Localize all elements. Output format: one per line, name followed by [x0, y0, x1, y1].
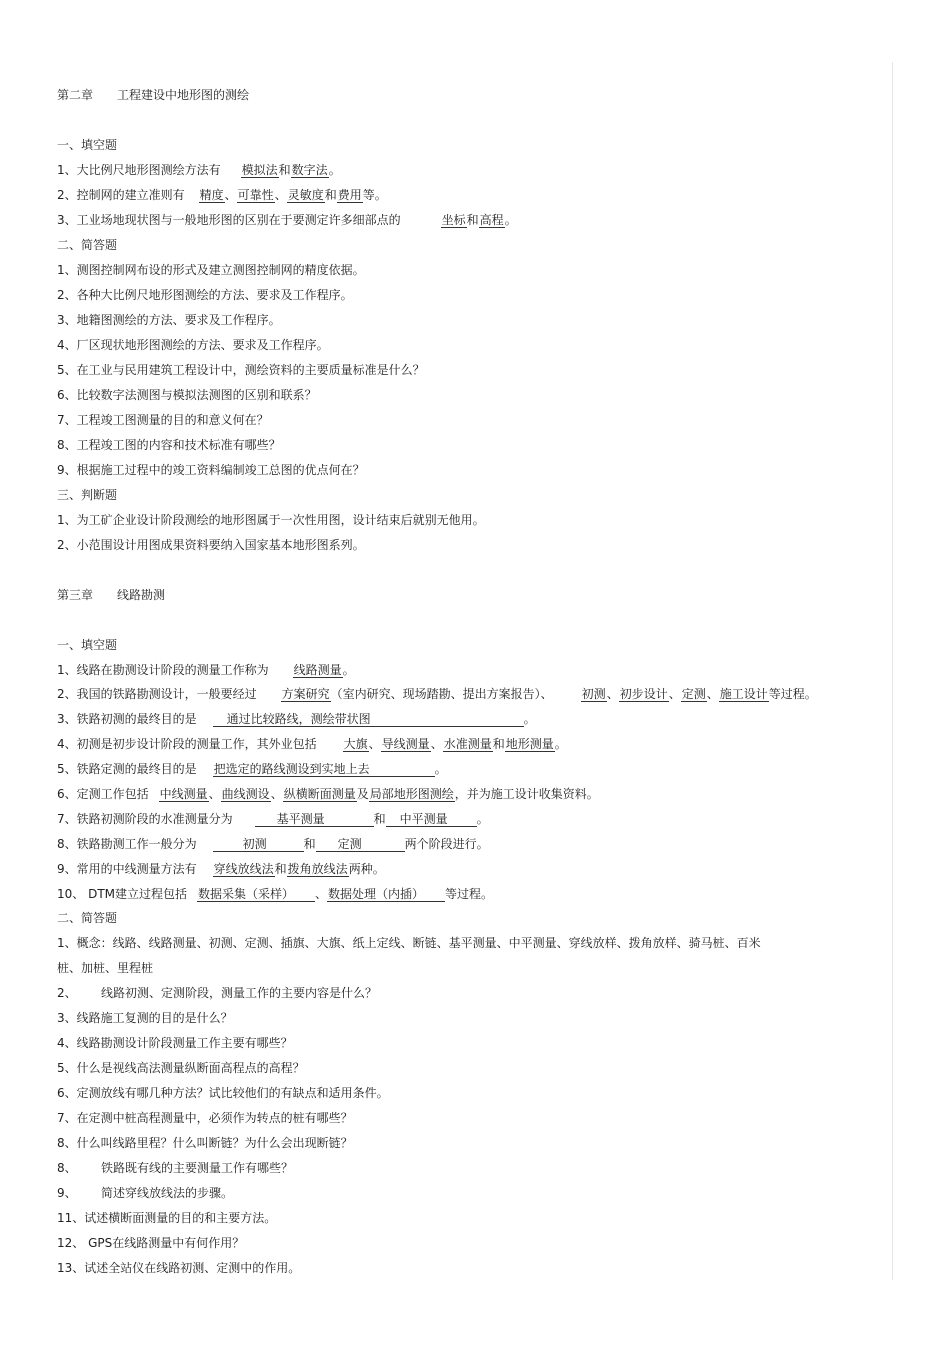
- ch2-fill-q3: 3、工业场地现状图与一般地形图的区别在于要测定许多细部点的 坐标和高程。: [57, 213, 517, 227]
- ch3-short-heading: 二、简答题: [57, 911, 118, 925]
- question-num: 8、: [57, 1161, 77, 1175]
- question-line: 13、试述全站仪在线路初测、定测中的作用。: [57, 1261, 301, 1275]
- question-line: 线路初测、定测阶段，测量工作的主要内容是什么？: [101, 986, 378, 1000]
- question-line: 12、 GPS在线路测量中有何作用？: [57, 1236, 245, 1250]
- answer-blank: 高程: [479, 213, 504, 227]
- answer-blank: 模拟法: [241, 163, 278, 177]
- answer-blank: 穿线放线法: [213, 862, 274, 876]
- ch3-fill-q8: 8、铁路勘测工作一般分为 初测 和 定测 两个阶段进行。: [57, 837, 489, 851]
- ch3-fill-q4: 4、初测是初步设计阶段的测量工作，其外业包括 大旗、导线测量、水准测量和地形测量。: [57, 737, 567, 751]
- question-line: 桩、加桩、里程桩: [57, 961, 154, 975]
- question-line: 1、概念：线路、线路测量、初测、定测、插旗、大旗、纸上定线、断链、基平测量、中平测量、穿线放样、拨角放样、骑马桩、百米: [57, 936, 761, 950]
- answer-blank: 纵横断面测量: [283, 787, 356, 801]
- answer-blank: 初步设计: [619, 687, 668, 701]
- answer-blank: 基平测量: [255, 812, 374, 827]
- answer-blank: 水准测量: [443, 737, 492, 751]
- ch3-fill-q5: 5、铁路定测的最终目的是 把选定的路线测设到实地上去 。: [57, 762, 447, 776]
- chapter3-title: 第三章 线路勘测: [57, 588, 166, 602]
- ch2-fill-heading: 一、填空题: [57, 138, 118, 152]
- question-num: 2、: [57, 986, 77, 1000]
- answer-blank: 初测: [581, 687, 606, 701]
- ch3-fill-q10: 10、 DTM建立过程包括 数据采集（采样） 、数据处理（内插） 等过程。: [57, 887, 494, 901]
- question-line: 6、比较数字法测图与模拟法测图的区别和联系？: [57, 388, 317, 402]
- question-line: 4、厂区现状地形图测绘的方法、要求及工作程序。: [57, 338, 329, 352]
- answer-blank: 初测: [213, 837, 304, 852]
- answer-blank: 大旗: [343, 737, 368, 751]
- question-line: 3、地籍图测绘的方法、要求及工作程序。: [57, 313, 281, 327]
- ch3-fill-q2: 2、我国的铁路勘测设计，一般要经过 方案研究（室内研究、现场踏勘、提出方案报告）、 初测、初步设计、定测、施工设计等过程。: [57, 687, 817, 701]
- question-num: 9、: [57, 1186, 77, 1200]
- answer-blank: 费用: [337, 188, 362, 202]
- question-line: 8、工程竣工图的内容和技术标准有哪些？: [57, 438, 281, 452]
- ch3-fill-q7: 7、铁路初测阶段的水准测量分为 基平测量 和 中平测量 。: [57, 812, 489, 826]
- answer-blank: 导线测量: [381, 737, 430, 751]
- answer-blank: 中线测量: [159, 787, 208, 801]
- answer-blank: 局部地形图测绘: [369, 787, 454, 801]
- answer-blank: 数据采集（采样）: [197, 887, 315, 902]
- answer-blank: 可靠性: [237, 188, 274, 202]
- answer-blank: 灵敏度: [287, 188, 324, 202]
- ch2-fill-q1: 1、大比例尺地形图测绘方法有 模拟法和数字法。: [57, 163, 341, 177]
- answer-blank: 定测: [681, 687, 706, 701]
- ch2-fill-q2: 2、控制网的建立准则有 精度、可靠性、灵敏度和费用等。: [57, 188, 387, 202]
- question-line: 9、根据施工过程中的竣工资料编制竣工总图的优点何在？: [57, 463, 365, 477]
- question-line: 5、在工业与民用建筑工程设计中，测绘资料的主要质量标准是什么？: [57, 363, 425, 377]
- answer-blank: 中平测量: [386, 812, 477, 827]
- question-line: 铁路既有线的主要测量工作有哪些？: [101, 1161, 294, 1175]
- answer-blank: 曲线测设: [221, 787, 270, 801]
- answer-blank: 精度: [199, 188, 224, 202]
- question-line: 1、为工矿企业设计阶段测绘的地形图属于一次性用图，设计结束后就别无他用。: [57, 513, 485, 527]
- ch2-short-heading: 二、简答题: [57, 238, 118, 252]
- question-line: 2、各种大比例尺地形图测绘的方法、要求及工作程序。: [57, 288, 353, 302]
- question-line: 2、小范围设计用图成果资料要纳入国家基本地形图系列。: [57, 538, 365, 552]
- ch2-judge-heading: 三、判断题: [57, 488, 118, 502]
- ch3-fill-q6: 6、定测工作包括 中线测量、曲线测设、纵横断面测量及局部地形图测绘，并为施工设计收集资料。: [57, 787, 599, 801]
- answer-blank: 坐标: [441, 213, 466, 227]
- question-line: 8、什么叫线路里程？什么叫断链？为什么会出现断链？: [57, 1136, 353, 1150]
- answer-blank: 方案研究: [281, 687, 330, 701]
- answer-blank: 线路测量: [293, 663, 342, 677]
- ch3-fill-q9: 9、常用的中线测量方法有 穿线放线法和拨角放线法两种。: [57, 862, 385, 876]
- answer-blank: 数字法: [291, 163, 328, 177]
- ch3-fill-heading: 一、填空题: [57, 638, 118, 652]
- question-line: 1、测图控制网布设的形式及建立测图控制网的精度依据。: [57, 263, 365, 277]
- question-line: 4、线路勘测设计阶段测量工作主要有哪些？: [57, 1036, 293, 1050]
- answer-blank: 拨角放线法: [287, 862, 348, 876]
- question-line: 5、什么是视线高法测量纵断面高程点的高程？: [57, 1061, 305, 1075]
- question-line: 7、工程竣工图测量的目的和意义何在？: [57, 413, 269, 427]
- answer-blank: 地形测量: [505, 737, 554, 751]
- answer-blank: 把选定的路线测设到实地上去: [213, 762, 435, 777]
- answer-blank: 通过比较路线，测绘带状图: [213, 712, 524, 727]
- question-line: 简述穿线放线法的步骤。: [101, 1186, 234, 1200]
- question-line: 6、定测放线有哪几种方法？试比较他们的有缺点和适用条件。: [57, 1086, 389, 1100]
- question-line: 11、试述横断面测量的目的和主要方法。: [57, 1211, 277, 1225]
- chapter2-title: 第二章 工程建设中地形图的测绘: [57, 88, 250, 102]
- answer-blank: 数据处理（内插）: [327, 887, 445, 902]
- page-edge-line: [892, 62, 893, 1280]
- ch3-fill-q3: 3、铁路初测的最终目的是 通过比较路线，测绘带状图 。: [57, 712, 536, 726]
- question-line: 7、在定测中桩高程测量中，必须作为转点的桩有哪些？: [57, 1111, 353, 1125]
- answer-blank: 施工设计: [719, 687, 768, 701]
- ch3-fill-q1: 1、线路在勘测设计阶段的测量工作称为 线路测量。: [57, 663, 355, 677]
- answer-blank: 定测: [316, 837, 405, 852]
- question-line: 3、线路施工复测的目的是什么？: [57, 1011, 233, 1025]
